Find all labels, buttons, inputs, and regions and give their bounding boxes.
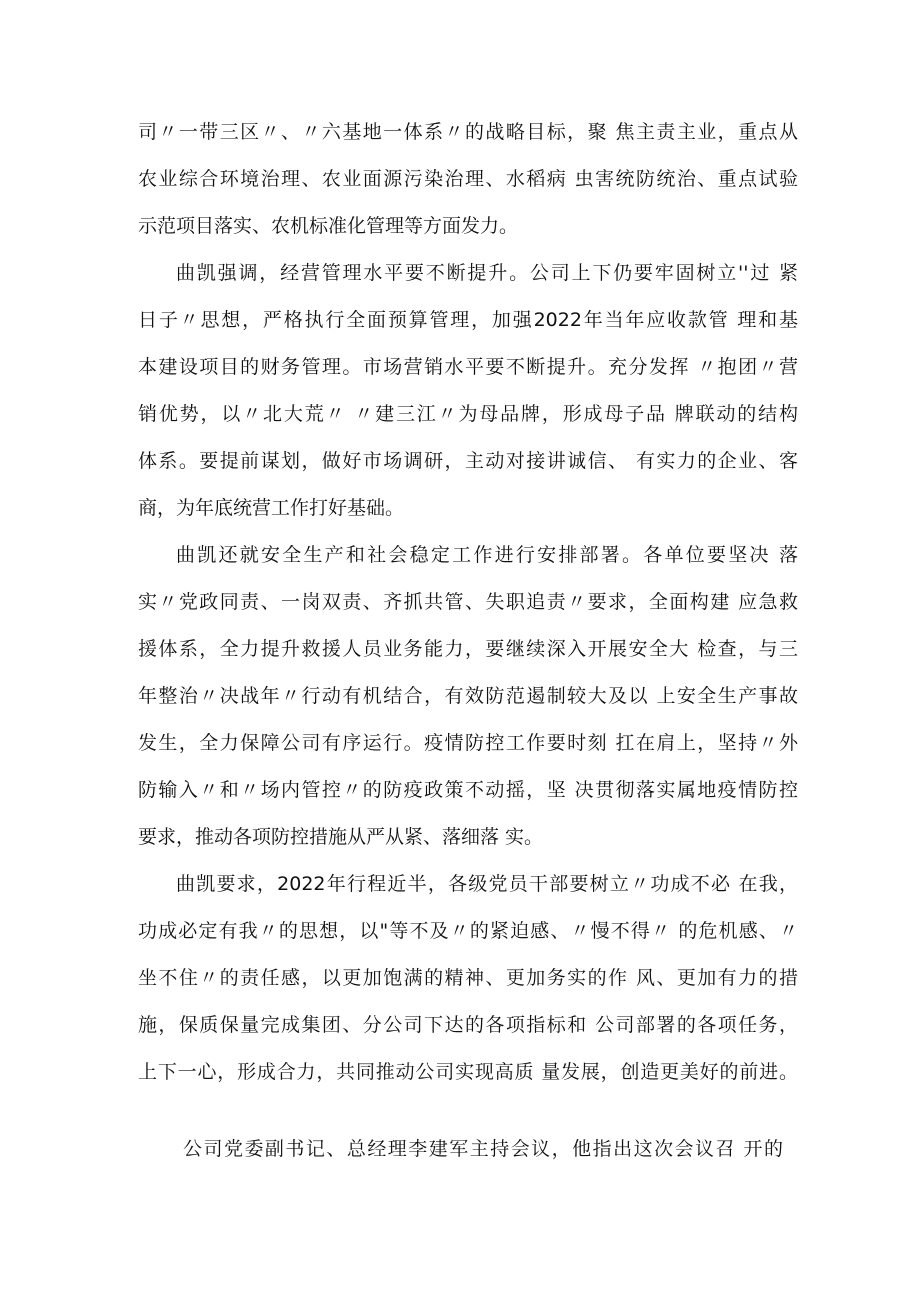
paragraph-4-line-3: 坐不住〃的责任感，以更加饱满的精神、更加务实的作 风、更加有力的措 [138,967,798,989]
paragraph-2-line-6: 商，为年底统营工作打好基础。 [138,497,405,519]
paragraph-3-line-5: 发生，全力保障公司有序运行。疫情防控工作要时刻 扛在肩上，坚持〃外 [138,732,798,754]
paragraph-3-line-7: 要求，推动各项防控措施从严从紧、落细落 实。 [138,826,544,848]
paragraph-2-line-5: 体系。要提前谋划，做好市场调研，主动对接讲诚信、 有实力的企业、客 [138,450,798,472]
paragraph-1-line-2: 农业综合环境治理、农业面源污染治理、水稻病 虫害统防统治、重点试验 [138,168,798,190]
paragraph-3-line-2: 实〃党政同责、一岗双责、齐抓共管、失职追责〃要求，全面构建 应急救 [138,591,798,613]
paragraph-4-line-1: 曲凯要求，2022年行程近半，各级党员干部要树立〃功成不必 在我， [176,873,798,895]
paragraph-3-line-4: 年整治〃决战年〃行动有机结合，有效防范遏制较大及以 上安全生产事故 [138,685,798,707]
paragraph-1-line-3: 示范项目落实、农机标准化管理等方面发力。 [138,215,519,237]
paragraph-4-line-4: 施，保质保量完成集团、分公司下达的各项指标和 公司部署的各项任务， [138,1014,798,1036]
paragraph-4-line-5: 上下一心，形成合力，共同推动公司实现高质 量发展，创造更美好的前进。 [138,1061,798,1083]
paragraph-2-line-3: 本建设项目的财务管理。市场营销水平要不断提升。充分发挥 〃抱团〃营 [138,356,798,378]
paragraph-2-line-2: 日子〃思想，严格执行全面预算管理，加强2022年当年应收款管 理和基 [138,309,798,331]
paragraph-5-line-1: 公司党委副书记、总经理李建军主持会议，他指出这次会议召 开的 [183,1138,783,1160]
paragraph-3-line-6: 防输入〃和〃场内管控〃的防疫政策不动摇，坚 决贯彻落实属地疫情防控 [138,779,798,801]
paragraph-1-line-1: 司〃一带三区〃、〃六基地一体系〃的战略目标，聚 焦主责主业，重点从 [138,121,798,143]
paragraph-2-line-4: 销优势，以〃北大荒〃 〃建三江〃为母品牌，形成母子品 牌联动的结构 [138,403,798,425]
paragraph-3-line-1: 曲凯还就安全生产和社会稳定工作进行安排部署。各单位要坚决 落 [176,544,798,566]
paragraph-4-line-2: 功成必定有我〃的思想，以"等不及〃的紧迫感、〃慢不得〃 的危机感、〃 [138,920,798,942]
paragraph-3-line-3: 援体系，全力提升救援人员业务能力，要继续深入开展安全大 检查，与三 [138,638,798,660]
paragraph-2-line-1: 曲凯强调，经营管理水平要不断提升。公司上下仍要牢固树立''过 紧 [176,262,798,284]
